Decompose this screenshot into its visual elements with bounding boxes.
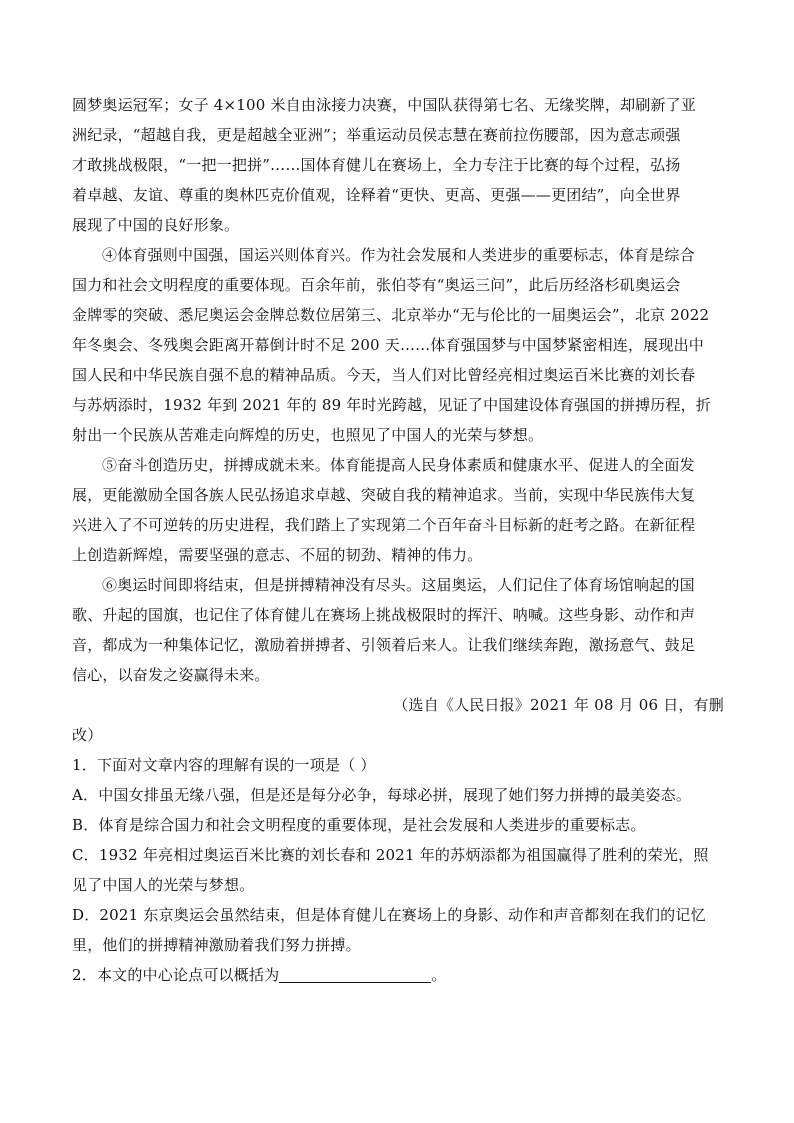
text-line: 洲纪录，“超越自我，更是超越全亚洲”；举重运动员侯志慧在赛前拉伤腰部，因为意志顽强 [72,126,681,144]
question-2 [72,960,724,990]
option-d: D．2021 东京奥运会虽然结束，但是体育健儿在赛场上的身影、动作和声音都刻在我们的记忆 [72,906,706,924]
text-line: 展，更能激励全国各族人民弘扬追求卓越、突破自我的精神追求。当前，实现中华民族伟大复 [72,486,696,504]
paragraph-5-start: ⑤奋斗创造历史，拼搏成就未来。体育能提高人民身体素质和健康水平、促进人的全面发 [102,456,695,474]
option-d-continued: 里，他们的拼搏精神激励着我们努力拼搏。 [72,936,361,954]
question-1-stem: 1．下面对文章内容的理解有误的一项是（ ） [72,756,376,774]
text-line: 着卓越、友谊、尊重的奥林匹克价值观，诠释着“更快、更高、更强——更团结”，向全世界 [72,186,681,204]
source-citation [72,690,724,750]
text-line: 展现了中国的良好形象。 [72,216,240,234]
text-line: 才敢挑战极限，“一把一把拼”……国体育健儿在赛场上，全力专注于比赛的每个过程，弘扬 [72,156,681,174]
text-line: 音，都成为一种集体记忆，激励着拼搏者、引领着后来人。让我们继续奔跑，激扬意气、鼓足 [72,636,696,654]
text-line: 国人民和中华民族自强不息的精神品质。今天，当人们对比曾经亮相过奥运百米比赛的刘长春 [72,366,696,384]
question-1 [72,750,724,960]
text-line: 金牌零的突破、悉尼奥运会金牌总数位居第三、北京举办“无与伦比的一届奥运会”，北京 2022 [72,306,710,324]
text-line: 信心，以奋发之姿赢得未来。 [72,666,270,684]
paragraph-4-start: ④体育强则中国强，国运兴则体育兴。作为社会发展和人类进步的重要标志，体育是综合 [102,246,695,264]
article-body [72,90,724,690]
text-line: 年冬奥会、冬残奥会距离开幕倒计时不足 200 天……体育强国梦与中国梦紧密相连，展现出中 [72,336,704,354]
answer-blank[interactable] [279,966,431,983]
paragraph-6-start: ⑥奥运时间即将结束，但是拼搏精神没有尽头。这届奥运，人们记住了体育场馆响起的国 [102,576,695,594]
question-2-stem: 2．本文的中心论点可以概括为 [72,966,280,984]
option-b: B．体育是综合国力和社会文明程度的重要体现，是社会发展和人类进步的重要标志。 [72,816,646,834]
source-line-1: （选自《人民日报》2021 年 08 月 06 日，有删 [393,696,724,714]
text-line: 圆梦奥运冠军；女子 4×100 米自由泳接力决赛，中国队获得第七名、无缘奖牌，却刷新了亚 [72,96,697,114]
text-line: 歌、升起的国旗，也记住了体育健儿在赛场上挑战极限时的挥汗、呐喊。这些身影、动作和声 [72,606,696,624]
text-line: 兴进入了不可逆转的历史进程，我们踏上了实现第二个百年奋斗目标新的赶考之路。在新征程 [72,516,696,534]
source-line-2: 改） [72,726,103,744]
option-c-continued: 见了中国人的光荣与梦想。 [72,876,255,894]
text-line: 国力和社会文明程度的重要体现。百余年前，张伯苓有“奥运三问”，此后历经洛杉矶奥运会 [72,276,681,294]
text-line: 上创造新辉煌，需要坚强的意志、不屈的韧劲、精神的伟力。 [72,546,483,564]
document-page [72,90,724,990]
text-line: 射出一个民族从苦难走向辉煌的历史，也照见了中国人的光荣与梦想。 [72,426,544,444]
question-2-end: 。 [431,966,447,984]
option-a: A．中国女排虽无缘八强，但是还是每分必争，每球必拼，展现了她们努力拼搏的最美姿态。 [72,786,692,804]
text-line: 与苏炳添时，1932 年到 2021 年的 89 年时光跨越，见证了中国建设体育强国的拼搏历程，折 [72,396,712,414]
option-c: C．1932 年亮相过奥运百米比赛的刘长春和 2021 年的苏炳添都为祖国赢得了胜利的荣光，照 [72,846,709,864]
